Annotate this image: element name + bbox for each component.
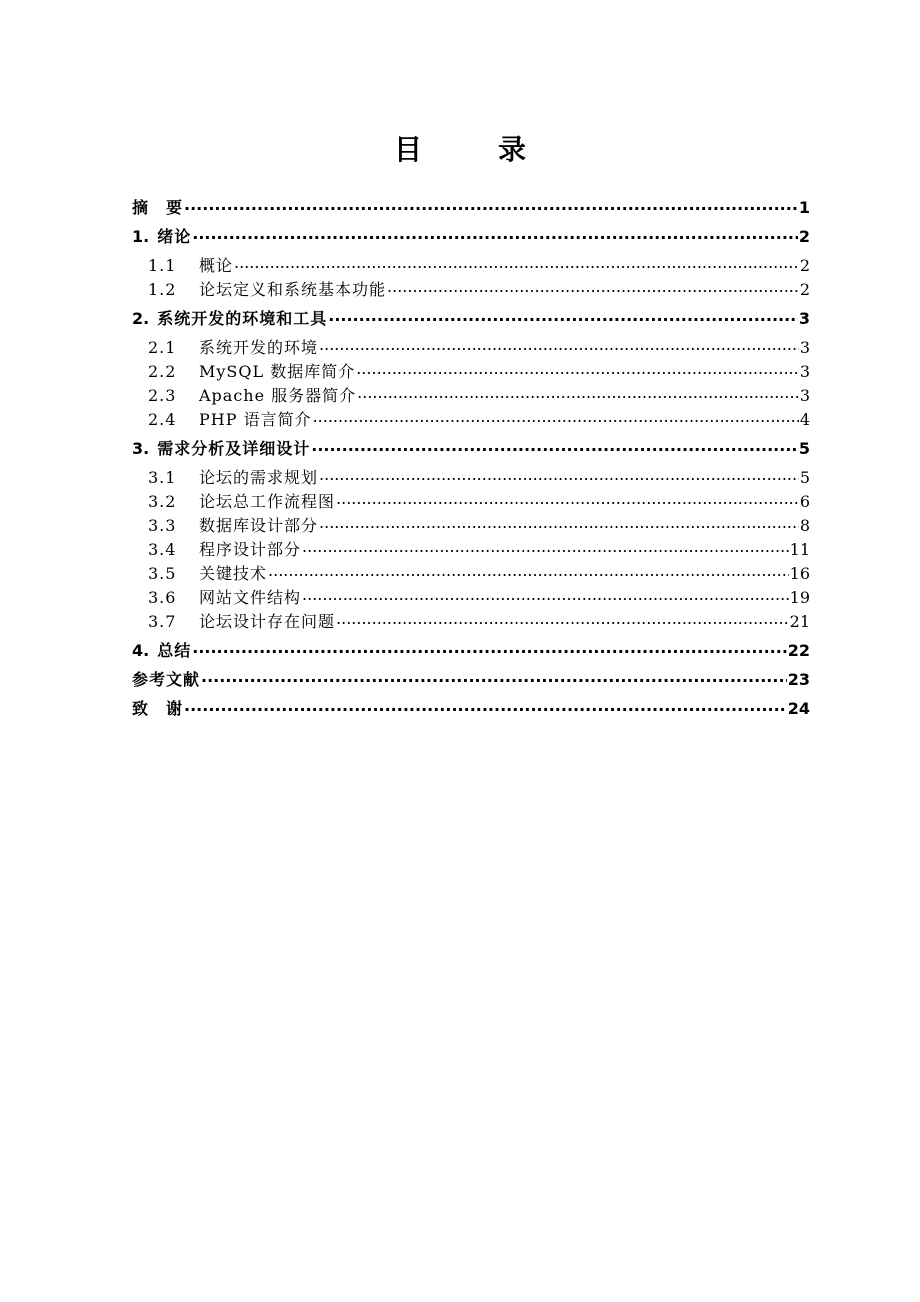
dot-leader bbox=[357, 385, 799, 401]
toc-entry-number: 2.3 bbox=[148, 386, 177, 405]
toc-entry-forum-definition[interactable] bbox=[132, 278, 810, 302]
dot-leader bbox=[356, 361, 799, 377]
toc-entry-design-issues[interactable] bbox=[132, 610, 810, 634]
toc-entry-introduction[interactable] bbox=[132, 225, 810, 249]
toc-entry-page: 2 bbox=[799, 256, 810, 275]
toc-entry-workflow[interactable] bbox=[132, 490, 810, 514]
dot-leader bbox=[192, 226, 798, 242]
toc-entry-label: 摘 要 bbox=[132, 198, 184, 217]
toc-entry-page: 21 bbox=[789, 612, 810, 631]
toc-entry-page: 23 bbox=[787, 670, 810, 689]
toc-entry-dev-environment[interactable] bbox=[132, 307, 810, 331]
dot-leader bbox=[302, 539, 789, 555]
toc-entry-page: 8 bbox=[799, 516, 810, 535]
toc-entry-label: 网站文件结构 bbox=[199, 588, 302, 607]
toc-entry-label: 系统开发的环境和工具 bbox=[157, 309, 328, 328]
toc-entry-page: 11 bbox=[789, 540, 810, 559]
dot-leader bbox=[234, 255, 799, 271]
toc-entry-page: 3 bbox=[799, 386, 810, 405]
toc-entry-number: 4. bbox=[132, 641, 150, 660]
toc-entry-apache[interactable] bbox=[132, 384, 810, 408]
toc-entry-page: 24 bbox=[787, 699, 810, 718]
toc-entry-page: 5 bbox=[798, 439, 810, 458]
toc-entry-label: 致 谢 bbox=[132, 699, 184, 718]
toc-entry-number: 2.2 bbox=[148, 362, 177, 381]
dot-leader bbox=[311, 438, 798, 454]
toc-entry-system-environment[interactable] bbox=[132, 336, 810, 360]
dot-leader bbox=[319, 337, 799, 353]
toc-entry-number: 3. bbox=[132, 439, 150, 458]
toc-entry-label: 论坛的需求规划 bbox=[199, 468, 319, 487]
toc-entry-acknowledgements[interactable] bbox=[132, 697, 810, 721]
toc-entry-number: 2.4 bbox=[148, 410, 177, 429]
toc-entry-number: 3.2 bbox=[148, 492, 177, 511]
toc-entry-label: 论坛定义和系统基本功能 bbox=[199, 280, 387, 299]
toc-entry-number: 1.2 bbox=[148, 280, 177, 299]
toc-title: 目 录 bbox=[393, 133, 550, 166]
toc-entry-references[interactable] bbox=[132, 668, 810, 692]
toc-entry-number: 2. bbox=[132, 309, 150, 328]
dot-leader bbox=[336, 611, 789, 627]
toc-entry-page: 6 bbox=[799, 492, 810, 511]
toc-entry-number: 3.6 bbox=[148, 588, 177, 607]
toc-entry-file-structure[interactable] bbox=[132, 586, 810, 610]
toc-entry-number: 3.5 bbox=[148, 564, 177, 583]
toc-entry-number: 1. bbox=[132, 227, 150, 246]
toc-entry-page: 3 bbox=[799, 362, 810, 381]
dot-leader bbox=[313, 409, 799, 425]
dot-leader bbox=[302, 587, 789, 603]
toc-entry-key-technology[interactable] bbox=[132, 562, 810, 586]
dot-leader bbox=[201, 669, 787, 685]
toc-entry-page: 16 bbox=[789, 564, 810, 583]
toc-entry-mysql[interactable] bbox=[132, 360, 810, 384]
toc-entry-page: 5 bbox=[799, 468, 810, 487]
toc-entry-label: 数据库设计部分 bbox=[199, 516, 319, 535]
toc-entry-label: 概论 bbox=[199, 256, 234, 275]
toc-entry-page: 1 bbox=[798, 198, 810, 217]
toc-entry-forum-planning[interactable] bbox=[132, 466, 810, 490]
dot-leader bbox=[387, 279, 799, 295]
dot-leader bbox=[319, 467, 799, 483]
toc-entry-label: 绪论 bbox=[157, 227, 192, 246]
toc-entry-number: 3.4 bbox=[148, 540, 177, 559]
toc-entry-label: MySQL 数据库简介 bbox=[199, 362, 356, 381]
toc-entry-label: 总结 bbox=[157, 641, 192, 660]
toc-entry-overview[interactable] bbox=[132, 254, 810, 278]
toc-entry-database-design[interactable] bbox=[132, 514, 810, 538]
toc-entry-number: 1.1 bbox=[148, 256, 177, 275]
toc-entry-number: 3.3 bbox=[148, 516, 177, 535]
toc-entry-number: 3.1 bbox=[148, 468, 177, 487]
toc-entry-page: 2 bbox=[799, 280, 810, 299]
toc-entry-label: 需求分析及详细设计 bbox=[157, 439, 311, 458]
dot-leader bbox=[268, 563, 789, 579]
toc-entry-label: 程序设计部分 bbox=[199, 540, 302, 559]
toc-entry-page: 2 bbox=[798, 227, 810, 246]
toc-entry-abstract[interactable] bbox=[132, 196, 810, 220]
toc-entry-number: 3.7 bbox=[148, 612, 177, 631]
toc-entry-program-design[interactable] bbox=[132, 538, 810, 562]
table-of-contents bbox=[132, 196, 810, 726]
toc-entry-number: 2.1 bbox=[148, 338, 177, 357]
dot-leader bbox=[328, 308, 798, 324]
toc-entry-label: 论坛总工作流程图 bbox=[199, 492, 336, 511]
dot-leader bbox=[319, 515, 799, 531]
toc-entry-requirements[interactable] bbox=[132, 437, 810, 461]
toc-entry-summary[interactable] bbox=[132, 639, 810, 663]
toc-entry-page: 4 bbox=[799, 410, 810, 429]
toc-entry-label: 系统开发的环境 bbox=[199, 338, 319, 357]
dot-leader bbox=[192, 640, 787, 656]
toc-entry-page: 19 bbox=[789, 588, 810, 607]
toc-entry-label: 关键技术 bbox=[199, 564, 268, 583]
dot-leader bbox=[184, 197, 798, 213]
toc-entry-page: 3 bbox=[799, 338, 810, 357]
toc-entry-label: 论坛设计存在问题 bbox=[199, 612, 336, 631]
dot-leader bbox=[336, 491, 799, 507]
toc-entry-label: PHP 语言简介 bbox=[199, 410, 312, 429]
toc-entry-label: Apache 服务器简介 bbox=[199, 386, 357, 405]
dot-leader bbox=[184, 698, 787, 714]
toc-entry-php[interactable] bbox=[132, 408, 810, 432]
toc-entry-label: 参考文献 bbox=[132, 670, 201, 689]
toc-entry-page: 3 bbox=[798, 309, 810, 328]
toc-entry-page: 22 bbox=[787, 641, 810, 660]
